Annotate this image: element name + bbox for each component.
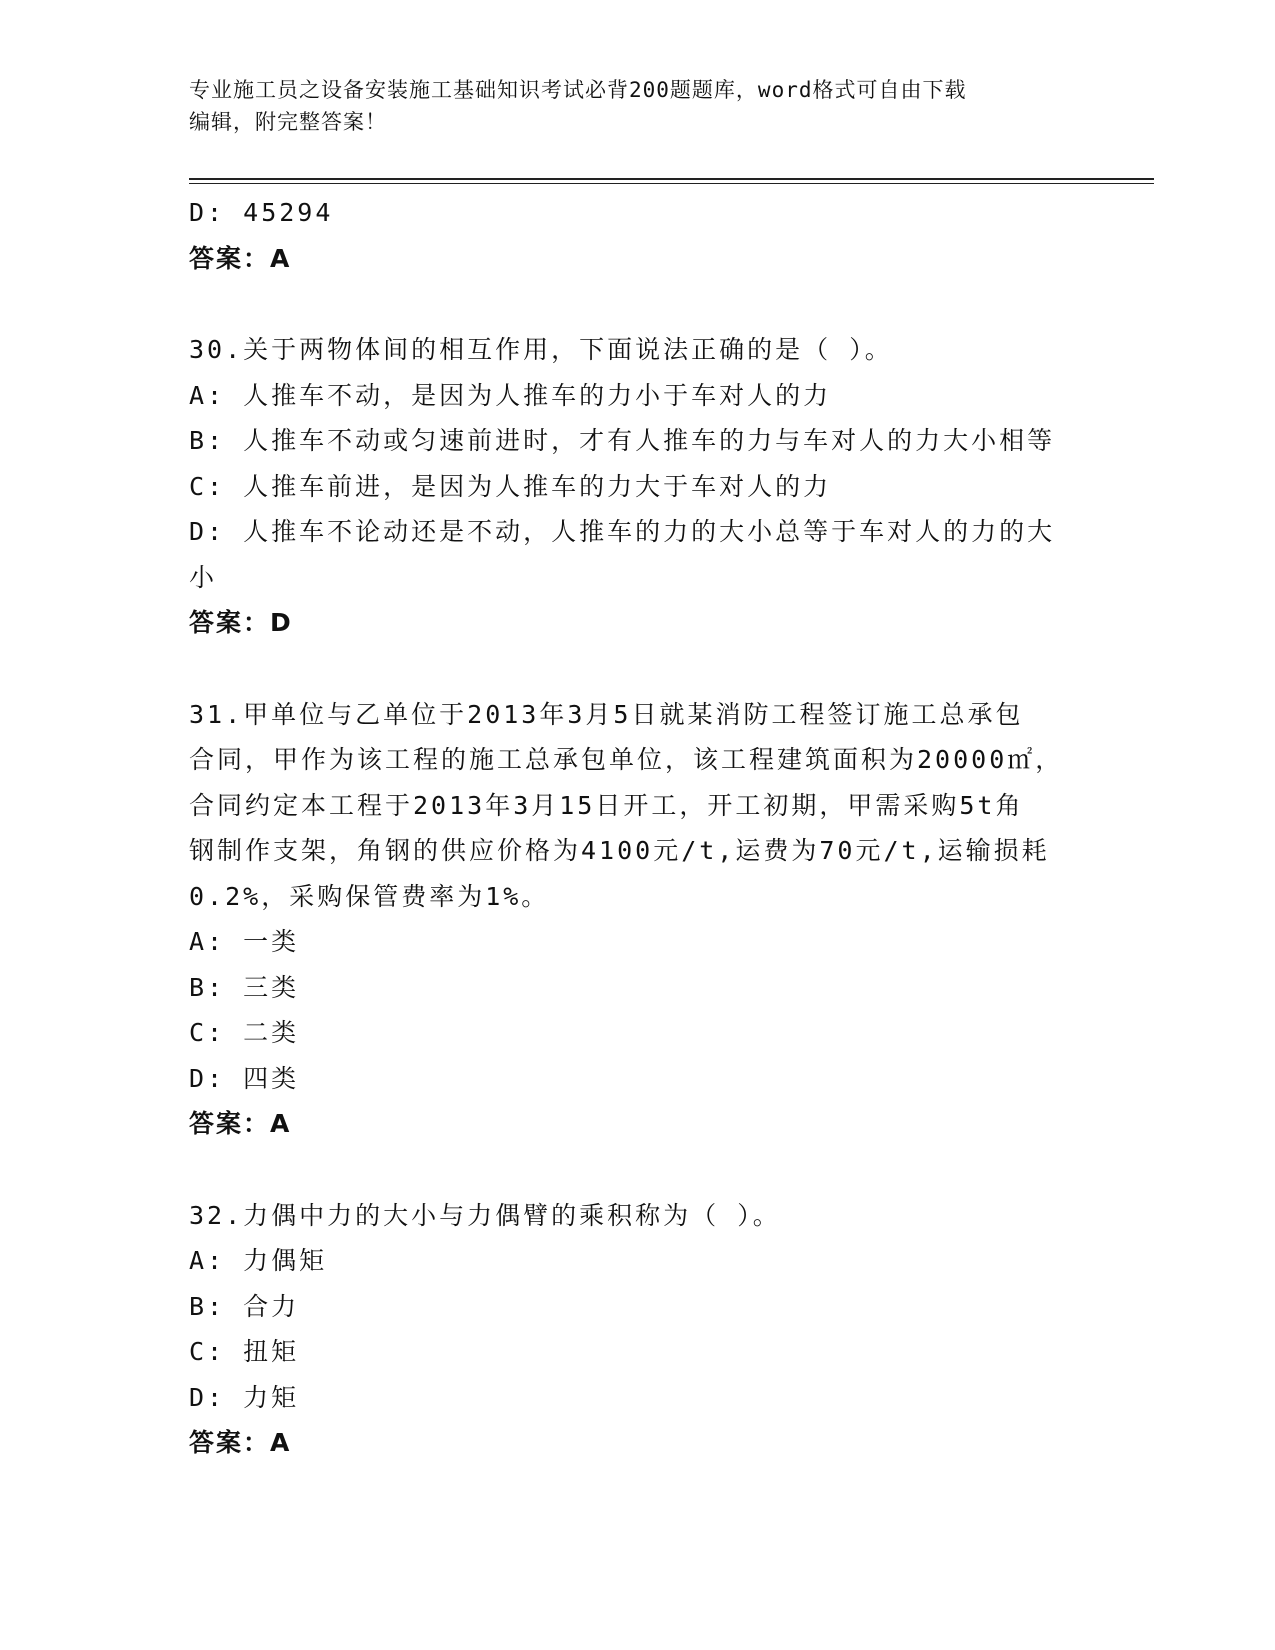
spacer bbox=[189, 281, 1079, 327]
question-stem-line-3: 合同约定本工程于2013年3月15日开工，开工初期，甲需采购5t角 bbox=[189, 790, 1024, 820]
question-answer: 答案：A bbox=[189, 1428, 292, 1457]
question-32 bbox=[189, 1193, 1079, 1466]
question-30 bbox=[189, 327, 1079, 646]
header-divider-thin bbox=[189, 183, 1154, 184]
question-answer: 答案：A bbox=[189, 1109, 292, 1138]
document-header bbox=[189, 74, 1089, 138]
question-stem-line-5: 0.2%，采购保管费率为1%。 bbox=[189, 881, 550, 911]
option-c: C: 二类 bbox=[189, 1018, 300, 1047]
option-a: A: 一类 bbox=[189, 927, 300, 956]
prev-question-answer: 答案：A bbox=[189, 243, 292, 273]
question-stem: 32.力偶中力的大小与力偶臂的乘积称为（ ）。 bbox=[189, 1200, 781, 1230]
question-31 bbox=[189, 692, 1079, 1147]
option-a: A: 力偶矩 bbox=[189, 1246, 328, 1275]
option-b: B: 人推车不动或匀速前进时，才有人推车的力与车对人的力大小相等 bbox=[189, 426, 1056, 455]
question-stem-line-4: 钢制作支架，角钢的供应价格为4100元/t,运费为70元/t,运输损耗 bbox=[189, 836, 1050, 865]
option-c: C: 人推车前进，是因为人推车的力大于车对人的力 bbox=[189, 471, 832, 501]
option-d: D: 力矩 bbox=[189, 1382, 300, 1412]
spacer bbox=[189, 646, 1079, 692]
question-content bbox=[189, 190, 1079, 1466]
prev-question-option-d: D: 45294 bbox=[189, 198, 334, 227]
question-answer: 答案：D bbox=[189, 608, 293, 637]
option-d: D: 四类 bbox=[189, 1063, 300, 1093]
header-title-line-2: 编辑，附完整答案！ bbox=[189, 110, 387, 134]
question-stem-line-2: 合同，甲作为该工程的施工总承包单位，该工程建筑面积为20000㎡， bbox=[189, 745, 1064, 774]
option-d: D: 人推车不论动还是不动，人推车的力的大小总等于车对人的力的大小 bbox=[189, 517, 1056, 592]
spacer bbox=[189, 1147, 1079, 1193]
option-b: B: 合力 bbox=[189, 1291, 300, 1321]
header-divider-thick bbox=[189, 178, 1154, 180]
header-title-line-1: 专业施工员之设备安装施工基础知识考试必背200题题库，word格式可自由下载 bbox=[189, 78, 967, 102]
question-stem-line-1: 31.甲单位与乙单位于2013年3月5日就某消防工程签订施工总承包 bbox=[189, 699, 1024, 729]
option-a: A: 人推车不动，是因为人推车的力小于车对人的力 bbox=[189, 380, 832, 410]
option-b: B: 三类 bbox=[189, 972, 300, 1002]
question-stem: 30.关于两物体间的相互作用，下面说法正确的是（ ）。 bbox=[189, 335, 893, 364]
option-c: C: 扭矩 bbox=[189, 1337, 300, 1366]
